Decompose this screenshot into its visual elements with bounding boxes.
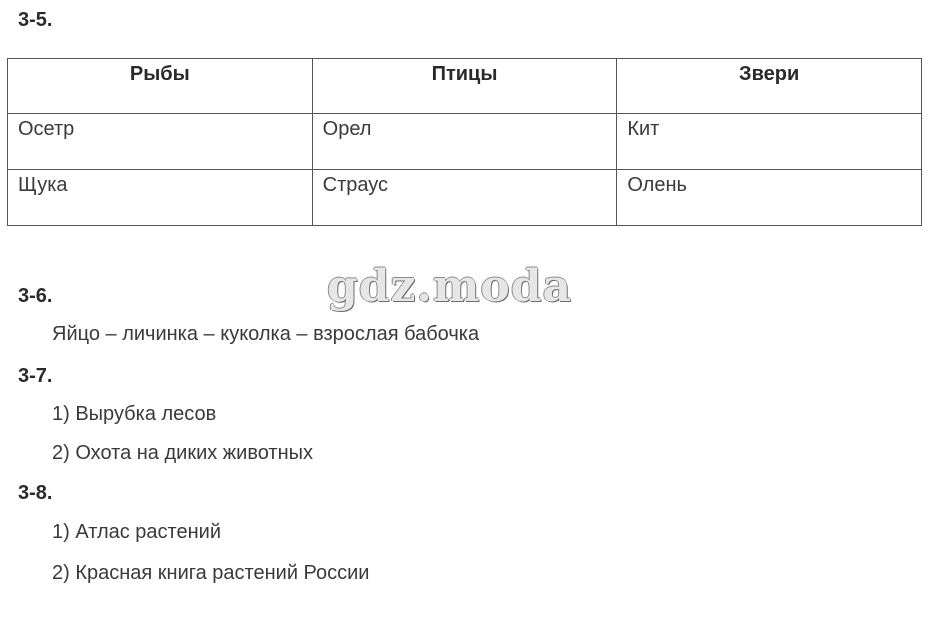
column-header-beasts: Звери [617, 59, 922, 114]
table-cell: Кит [617, 114, 922, 170]
answer-text: Яйцо – личинка – куколка – взрослая бабочка [52, 323, 480, 345]
table-row [8, 114, 922, 170]
table-header-row [8, 59, 922, 114]
list-item: 1) Атлас растений [52, 521, 222, 543]
exercise-heading-3-6: 3-6. [18, 285, 53, 307]
watermark: gdz.moda [327, 261, 573, 312]
table-cell: Осетр [8, 114, 313, 170]
table-cell: Щука [8, 170, 313, 226]
exercise-heading-3-7: 3-7. [18, 365, 53, 387]
list-item: 1) Вырубка лесов [52, 403, 217, 425]
animals-table [7, 58, 922, 226]
list-item: 2) Охота на диких животных [52, 442, 314, 464]
table-cell: Страус [312, 170, 617, 226]
table-row [8, 170, 922, 226]
exercise-heading-3-5: 3-5. [18, 9, 53, 31]
table-cell: Олень [617, 170, 922, 226]
list-item: 2) Красная книга растений России [52, 562, 370, 584]
table-cell: Орел [312, 114, 617, 170]
column-header-birds: Птицы [312, 59, 617, 114]
exercise-heading-3-8: 3-8. [18, 482, 53, 504]
column-header-fish: Рыбы [8, 59, 313, 114]
